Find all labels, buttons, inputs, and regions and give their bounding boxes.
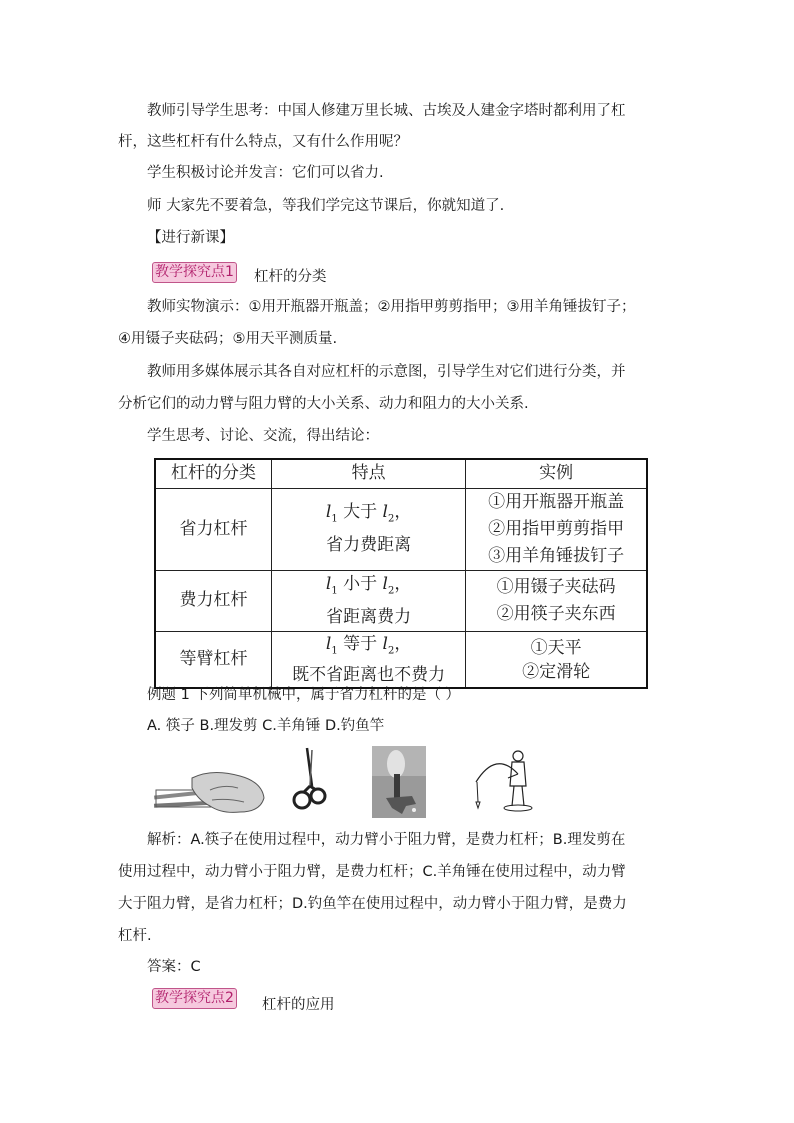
feature-cell: $l_1$ 等于 $l_2$， 既不省距离也不费力 [272, 631, 466, 688]
paragraph-line: 分析它们的动力臂与阻力臂的大小关系、动力和阻力的大小关系. [118, 396, 529, 412]
section-title: 杠杆的分类 [254, 269, 327, 285]
fishing-rod-illustration [474, 746, 534, 816]
table-header: 杠杆的分类 [155, 459, 272, 488]
paragraph-line: 学生思考、讨论、交流，得出结论： [147, 428, 379, 444]
scissors-illustration [290, 746, 332, 816]
paragraph-line: 教师实物演示：①用开瓶器开瓶盖；②用指甲剪剪指甲；③用羊角锤拔钉子； [147, 299, 636, 315]
analysis-line: 大于阻力臂，是省力杠杆；D.钓鱼竿在使用过程中，动力臂小于阻力臂，是费力 [118, 896, 627, 912]
paragraph-line: ④用镊子夹砝码；⑤用天平测质量. [118, 331, 338, 347]
examples-cell: ①用开瓶器开瓶盖 ②用指甲剪剪指甲 ③用羊角锤拔钉子 [466, 488, 647, 570]
claw-hammer-photo [372, 746, 426, 818]
section-title: 杠杆的应用 [262, 997, 335, 1013]
table-header: 特点 [272, 459, 466, 488]
paragraph-line: 杆，这些杠杆有什么特点，又有什么作用呢？ [118, 134, 408, 150]
examples-cell: ①天平 ②定滑轮 [466, 631, 647, 688]
table-row [155, 631, 647, 688]
table-row [155, 570, 647, 631]
paragraph-line: 师 大家先不要着急，等我们学完这节课后，你就知道了. [147, 198, 505, 214]
feature-cell: $l_1$ 小于 $l_2$， 省距离费力 [272, 570, 466, 631]
lever-classification-table [154, 458, 648, 689]
lever-type-cell: 等臂杠杆 [155, 631, 272, 688]
examples-cell: ①用镊子夹砝码 ②用筷子夹东西 [466, 570, 647, 631]
analysis-line: 解析：A.筷子在使用过程中，动力臂小于阻力臂，是费力杠杆；B.理发剪在 [147, 832, 626, 848]
table-row [155, 488, 647, 570]
chopsticks-illustration [152, 768, 267, 816]
section-heading: 【进行新课】 [147, 230, 234, 246]
analysis-line: 杠杆. [118, 928, 152, 944]
section-badge: 教学探究点2 [152, 988, 237, 1009]
example-options: A. 筷子 B.理发剪 C.羊角锤 D.钓鱼竿 [147, 718, 385, 734]
lever-type-cell: 省力杠杆 [155, 488, 272, 570]
section-badge: 教学探究点1 [152, 262, 237, 283]
answer: 答案：C [147, 959, 201, 975]
example-question: 例题 1 下列简单机械中，属于省力杠杆的是（ ） [147, 687, 461, 703]
feature-cell: $l_1$ 大于 $l_2$， 省力费距离 [272, 488, 466, 570]
analysis-line: 使用过程中，动力臂小于阻力臂，是费力杠杆；C.羊角锤在使用过程中，动力臂 [118, 864, 626, 880]
lever-type-cell: 费力杠杆 [155, 570, 272, 631]
table-header: 实例 [466, 459, 647, 488]
paragraph-line: 教师引导学生思考：中国人修建万里长城、古埃及人建金字塔时都利用了杠 [147, 103, 626, 119]
paragraph-line: 学生积极讨论并发言：它们可以省力. [147, 165, 384, 181]
paragraph-line: 教师用多媒体展示其各自对应杠杆的示意图，引导学生对它们进行分类，并 [147, 364, 626, 380]
